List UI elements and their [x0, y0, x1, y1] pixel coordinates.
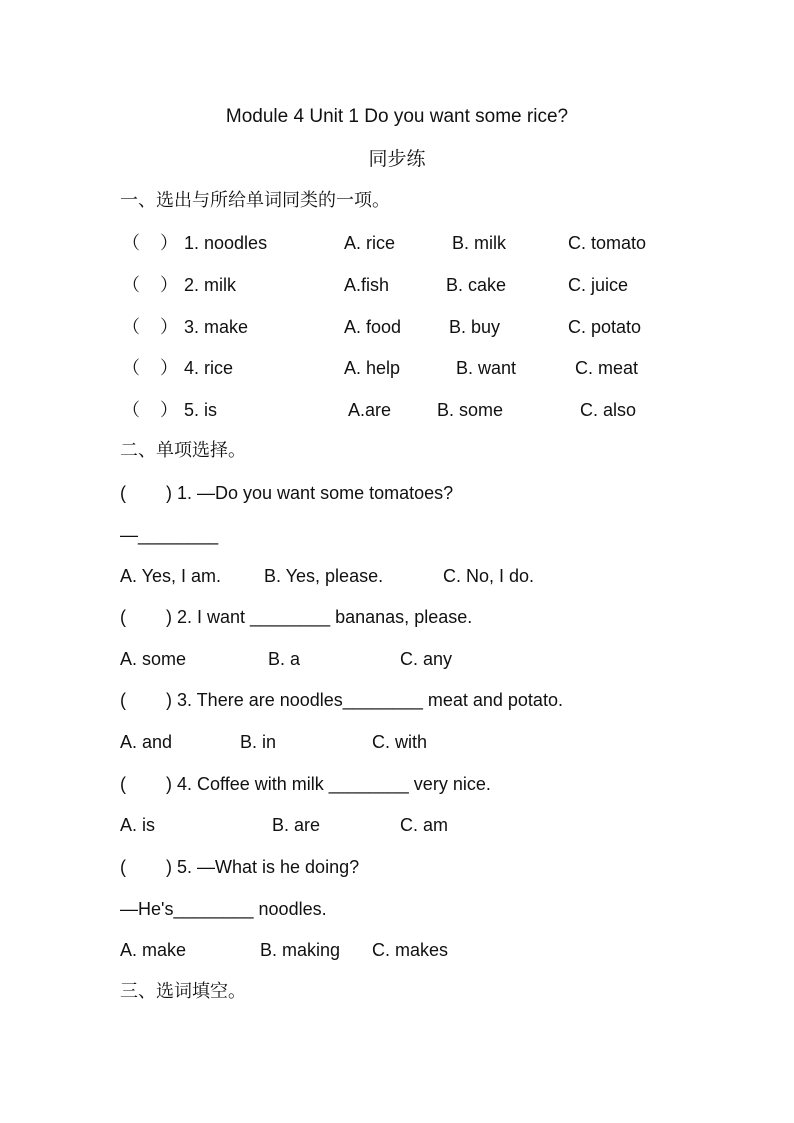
answer-bracket[interactable]: （ ） — [122, 400, 179, 420]
option-c: C. No, I do. — [443, 566, 535, 586]
option-a: A. is — [120, 815, 156, 835]
option-b: B. some — [437, 400, 504, 420]
option-b: B. buy — [449, 317, 501, 337]
option-b: B. want — [456, 358, 517, 378]
option-c: C. meat — [575, 358, 639, 378]
answer-line: —________ — [120, 525, 219, 545]
answer-bracket[interactable]: （ ） — [122, 233, 179, 253]
option-b: B. making — [260, 940, 341, 960]
option-c: C. tomato — [568, 233, 647, 253]
option-a: A. make — [120, 940, 187, 960]
question-2: ( ) 2. I want ________ bananas, please. — [120, 607, 473, 627]
section-2-heading: 二、单项选择。 — [120, 440, 246, 461]
option-b: B. Yes, please. — [264, 566, 384, 586]
option-a: A. some — [120, 649, 187, 669]
option-b: B. a — [268, 649, 301, 669]
option-a: A.are — [348, 400, 392, 420]
page-subtitle: 同步练 — [368, 148, 426, 170]
option-a: A. and — [120, 732, 173, 752]
question-stem: 3. make — [184, 317, 249, 337]
option-b: B. are — [272, 815, 321, 835]
option-a: A. rice — [344, 233, 396, 253]
answer-line: —He's________ noodles. — [120, 899, 327, 919]
question-stem: 5. is — [184, 400, 218, 420]
option-c: C. also — [580, 400, 637, 420]
section-3-heading: 三、选词填空。 — [120, 981, 246, 1002]
question-stem: 1. noodles — [184, 233, 268, 253]
question-4: ( ) 4. Coffee with milk ________ very nice. — [120, 774, 491, 794]
section-1-heading: 一、选出与所给单词同类的一项。 — [120, 190, 390, 211]
option-a: A.fish — [344, 275, 390, 295]
option-c: C. makes — [372, 940, 449, 960]
question-stem: 2. milk — [184, 275, 237, 295]
question-stem: 4. rice — [184, 358, 234, 378]
option-c: C. potato — [568, 317, 642, 337]
option-a: A. food — [344, 317, 402, 337]
option-b: B. cake — [446, 275, 507, 295]
question-5: ( ) 5. —What is he doing? — [120, 857, 360, 877]
option-c: C. juice — [568, 275, 629, 295]
option-b: B. in — [240, 732, 277, 752]
option-a: A. Yes, I am. — [120, 566, 222, 586]
option-b: B. milk — [452, 233, 506, 253]
option-c: C. any — [400, 649, 453, 669]
page-title: Module 4 Unit 1 Do you want some rice? — [225, 106, 569, 127]
answer-bracket[interactable]: （ ） — [122, 275, 179, 295]
option-c: C. with — [372, 732, 428, 752]
option-c: C. am — [400, 815, 449, 835]
answer-bracket[interactable]: （ ） — [122, 358, 179, 378]
answer-bracket[interactable]: （ ） — [122, 317, 179, 337]
question-1: ( ) 1. —Do you want some tomatoes? — [120, 483, 454, 503]
option-a: A. help — [344, 358, 401, 378]
question-3: ( ) 3. There are noodles________ meat and potato. — [120, 690, 563, 710]
